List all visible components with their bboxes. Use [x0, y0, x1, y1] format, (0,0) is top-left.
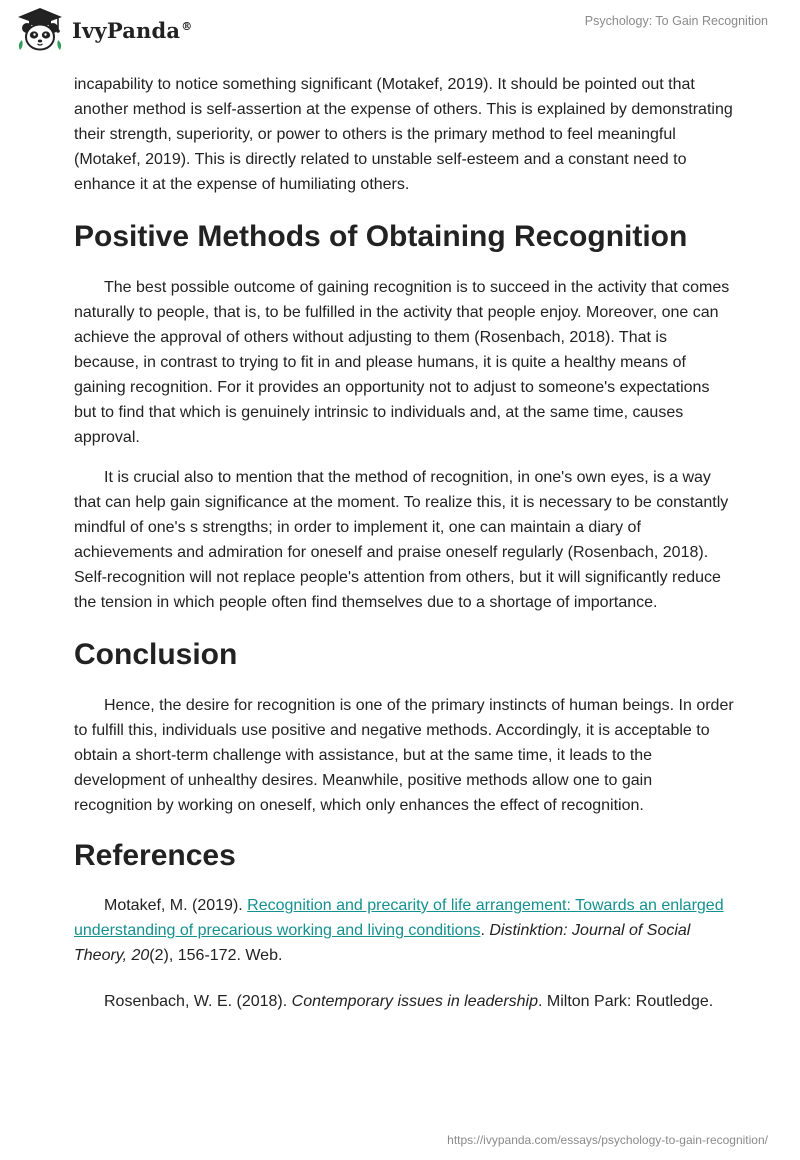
heading-positive-methods: Positive Methods of Obtaining Recognition — [74, 220, 688, 253]
reference-link-motakef[interactable]: Recognition and precarity of life arrangement: Towards an enlarged understanding of precarious working and living conditions — [74, 897, 724, 939]
brand-name: IvyPanda® — [72, 17, 193, 43]
paragraph-positive-2: It is crucial also to mention that the method of recognition, in one's own eyes, is a way that can help gain significance at the moment. To realize this, it is necessary to be constantly mindful of one's s strengths; in order to implement it, one can maintain a diary of achievements and admiration for oneself and praise oneself regularly (Rosenbach, 2018). Self-recognition will not replace people's attention from others, but it will significantly reduce the tension in which people often find themselves due to a shortage of importance. — [74, 469, 729, 611]
reference-authors: Motakef, M. (2019). — [104, 897, 248, 914]
reference-publisher: . Milton Park: Routledge. — [538, 993, 714, 1010]
heading-references: References — [74, 839, 236, 872]
reference-title: Contemporary issues in leadership — [291, 993, 538, 1010]
reference-separator: . — [480, 922, 490, 939]
ivypanda-logo[interactable] — [14, 6, 192, 54]
page-header — [0, 0, 800, 60]
panda-graduate-icon — [14, 6, 66, 54]
footer-source-url[interactable]: https://ivypanda.com/essays/psychology-to-gain-recognition/ — [447, 1133, 768, 1147]
paragraph-conclusion: Hence, the desire for recognition is one of the primary instincts of human beings. In order to fulfill this, individuals use positive and negative methods. Accordingly, it is acceptable to obtain a short-term challenge with assistance, but at the same time, it leads to the development of unhealthy desires. Meanwhile, positive methods allow one to gain recognition by working on oneself, which only enhances the effect of recognition. — [74, 697, 734, 814]
reference-motakef — [74, 893, 734, 968]
heading-conclusion: Conclusion — [74, 638, 238, 671]
reference-details: (2), 156-172. Web. — [149, 947, 283, 964]
reference-rosenbach — [74, 989, 734, 1014]
running-title: Psychology: To Gain Recognition — [584, 14, 768, 28]
paragraph-intro: incapability to notice something significant (Motakef, 2019). It should be pointed out that another method is self-assertion at the expense of others. This is explained by demonstrating their strength, superiority, or power to others is the primary method to feel meaningful (Motakef, 2019). This is directly related to unstable self-esteem and a constant need to enhance it at the expense of humiliating others. — [74, 76, 733, 193]
registered-mark: ® — [181, 19, 193, 33]
paragraph-positive-1: The best possible outcome of gaining recognition is to succeed in the activity that comes naturally to people, that is, to be fulfilled in the activity that people enjoy. Moreover, one can achieve the approval of others without adjusting to them (Rosenbach, 2018). That is because, in contrast to trying to fit in and please humans, it is quite a healthy means of gaining recognition. For it provides an opportunity not to adjust to someone's expectations but to find that which is genuinely intrinsic to individuals and, at the same time, causes approval. — [74, 279, 730, 446]
reference-authors: Rosenbach, W. E. (2018). — [104, 993, 292, 1010]
reference-journal: Distinktion: Journal of Social Theory, 20 — [74, 922, 691, 964]
essay-content — [74, 72, 734, 1014]
